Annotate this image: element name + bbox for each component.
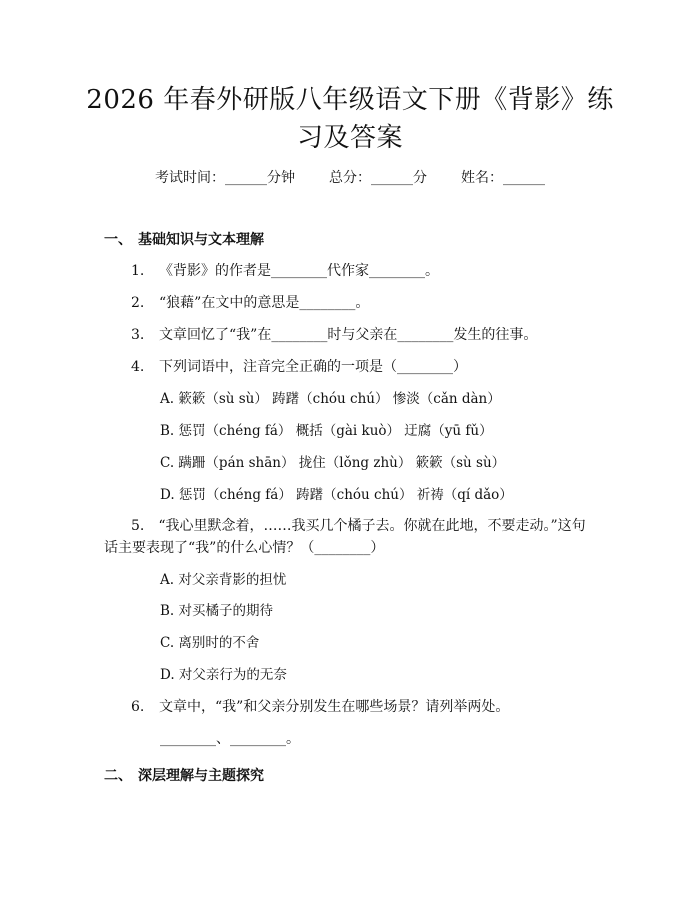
document-title-line-1: 2026 年春外研版八年级语文下册《背影》练 — [86, 85, 614, 115]
exam-total-score: 总分：______分 — [329, 170, 427, 186]
question-4-option-a: A. 簌簌（sù sù） 踌躇（chóu chú） 惨淡（cǎn dàn） — [160, 391, 501, 407]
question-2 — [131, 293, 369, 313]
question-5-line-1: 5. “我心里默念着，……我买几个橘子去。你就在此地，不要走动。”这句 — [131, 518, 586, 534]
question-text: 文章中，“我”和父亲分别发生在哪些场景？请列举两处。 — [159, 699, 510, 715]
exam-time: 考试时间：______分钟 — [155, 170, 295, 186]
question-5-line-2: 话主要表现了“我”的什么心情？（________） — [104, 540, 385, 556]
section-title: 深层理解与主题探究 — [138, 768, 264, 784]
question-number: 3. — [131, 327, 145, 343]
question-5-option-c: C. 离别时的不舍 — [160, 635, 260, 651]
question-number: 4. — [131, 359, 145, 375]
document-title-line-2: 习及答案 — [296, 123, 403, 153]
question-text: 下列词语中，注音完全正确的一项是（________） — [159, 359, 467, 375]
question-number: 6. — [131, 699, 145, 715]
question-4-option-d: D. 惩罚（chéng fá） 踌躇（chóu chú） 祈祷（qí dǎo） — [160, 487, 513, 503]
question-1 — [131, 261, 439, 281]
question-5-option-b: B. 对买橘子的期待 — [160, 603, 274, 619]
question-6-answer-blanks: ________、________。 — [160, 731, 300, 747]
section-heading-1 — [104, 230, 264, 250]
section-heading-2 — [104, 766, 264, 786]
question-4 — [131, 357, 467, 377]
section-number: 二、 — [104, 768, 132, 784]
exam-info — [0, 168, 700, 188]
question-4-option-c: C. 蹒跚（pán shān） 拢住（lǒng zhù） 簌簌（sù sù） — [160, 455, 506, 471]
question-3 — [131, 325, 537, 345]
question-5-option-a: A. 对父亲背影的担忧 — [160, 572, 287, 588]
question-6 — [131, 697, 509, 717]
section-title: 基础知识与文本理解 — [138, 232, 264, 248]
question-number: 2. — [131, 295, 145, 311]
section-number: 一、 — [104, 232, 132, 248]
question-4-option-b: B. 惩罚（chéng fá） 概括（gài kuò） 迂腐（yū fǔ） — [160, 423, 493, 439]
question-text: 文章回忆了“我”在________时与父亲在________发生的往事。 — [159, 327, 538, 343]
question-text: 《背影》的作者是________代作家________。 — [159, 263, 439, 279]
question-5-option-d: D. 对父亲行为的无奈 — [160, 667, 287, 683]
question-number: 1. — [131, 263, 145, 279]
exam-student-name: 姓名：______ — [461, 170, 545, 186]
question-text: “狼藉”在文中的意思是________。 — [159, 295, 370, 311]
